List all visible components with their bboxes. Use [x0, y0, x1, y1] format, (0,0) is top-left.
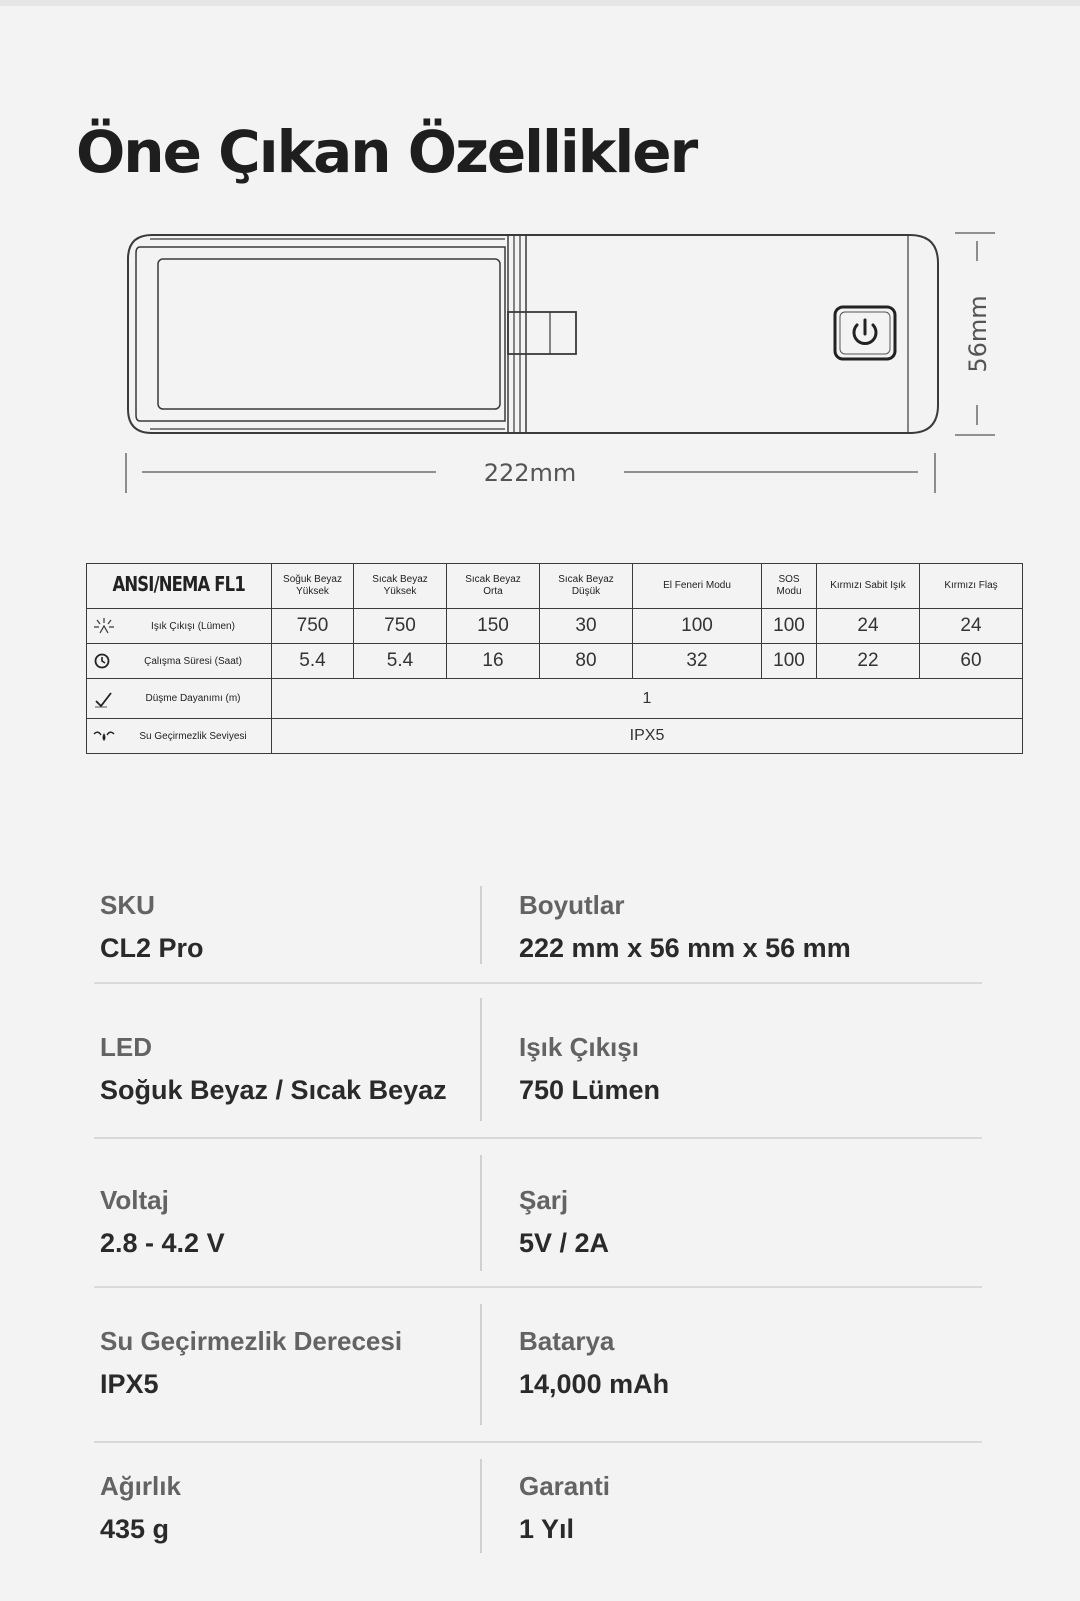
clock-icon — [93, 652, 115, 670]
spec-item-light-output — [519, 1032, 660, 1106]
spec-divider — [480, 886, 482, 964]
spec-label: SKU — [100, 890, 155, 920]
table-row — [87, 609, 1023, 644]
mode-header: Sıcak Beyaz Düşük — [540, 564, 633, 609]
brand-cell — [87, 564, 272, 609]
table-cell: 100 — [762, 609, 817, 644]
mode-header: Sıcak Beyaz Orta — [447, 564, 540, 609]
spec-item-led — [100, 1032, 447, 1106]
ansi-spec-table — [86, 563, 1023, 754]
spec-label: Batarya — [519, 1326, 615, 1356]
table-cell: 1 — [272, 679, 1023, 719]
mode-header: Sıcak Beyaz Yüksek — [354, 564, 447, 609]
table-cell: 22 — [817, 644, 920, 679]
width-dimension-label: 222mm — [483, 459, 577, 487]
row-label: Işık Çıkışı (Lümen) — [87, 609, 272, 644]
spec-item-voltage — [100, 1185, 225, 1259]
spec-row — [94, 860, 982, 984]
table-cell: 60 — [920, 644, 1023, 679]
mode-header: El Feneri Modu — [633, 564, 762, 609]
spec-value: IPX5 — [100, 1369, 159, 1399]
table-cell: 80 — [540, 644, 633, 679]
row-label: Çalışma Süresi (Saat) — [87, 644, 272, 679]
spec-value: 2.8 - 4.2 V — [100, 1228, 225, 1258]
height-dimension-label: 56mm — [964, 295, 992, 373]
table-cell: 100 — [633, 609, 762, 644]
spec-row — [94, 984, 982, 1139]
table-cell: 150 — [447, 609, 540, 644]
table-cell: 32 — [633, 644, 762, 679]
spec-divider — [480, 1459, 482, 1553]
product-diagram — [0, 215, 1080, 515]
table-cell: 750 — [354, 609, 447, 644]
table-row — [87, 719, 1023, 754]
spec-item-battery — [519, 1326, 669, 1400]
spec-value: Soğuk Beyaz / Sıcak Beyaz — [100, 1075, 447, 1105]
table-header-row — [87, 564, 1023, 609]
table-cell: 24 — [817, 609, 920, 644]
spec-divider — [480, 1155, 482, 1271]
spec-label: LED — [100, 1032, 152, 1062]
spec-label: Şarj — [519, 1185, 569, 1215]
spec-divider — [480, 1304, 482, 1425]
table-cell: 100 — [762, 644, 817, 679]
table-cell: 5.4 — [354, 644, 447, 679]
table-row — [87, 644, 1023, 679]
table-cell: 750 — [272, 609, 354, 644]
table-cell: 16 — [447, 644, 540, 679]
spec-divider — [480, 998, 482, 1121]
table-cell: 24 — [920, 609, 1023, 644]
spec-item-waterproof — [100, 1326, 402, 1400]
spec-label: Boyutlar — [519, 890, 625, 920]
light-burst-icon — [93, 617, 115, 635]
mode-header: Soğuk Beyaz Yüksek — [272, 564, 354, 609]
spec-label: Su Geçirmezlik Derecesi — [100, 1326, 403, 1356]
ansi-brand: ANSI/NEMA FL1 — [112, 571, 246, 596]
spec-label: Işık Çıkışı — [519, 1032, 639, 1062]
table-cell: IPX5 — [272, 719, 1023, 754]
spec-label: Voltaj — [100, 1185, 169, 1215]
mode-header: SOS Modu — [762, 564, 817, 609]
table-row — [87, 679, 1023, 719]
top-divider — [0, 0, 1080, 6]
drop-impact-icon — [93, 690, 115, 708]
spec-list — [94, 860, 982, 1563]
power-button-drawing — [835, 307, 895, 359]
spec-row — [94, 1443, 982, 1563]
table-cell: 30 — [540, 609, 633, 644]
spec-value: 435 g — [100, 1514, 170, 1544]
spec-label: Ağırlık — [100, 1471, 181, 1501]
water-splash-icon — [93, 727, 115, 745]
mode-header: Kırmızı Sabit Işık — [817, 564, 920, 609]
spec-value: 1 Yıl — [519, 1514, 575, 1544]
mode-header: Kırmızı Flaş — [920, 564, 1023, 609]
spec-row — [94, 1139, 982, 1288]
spec-item-warranty — [519, 1471, 610, 1545]
spec-value: 222 mm x 56 mm x 56 mm — [519, 933, 851, 963]
spec-value: 5V / 2A — [519, 1228, 610, 1258]
spec-item-dimensions — [519, 890, 851, 964]
spec-item-sku — [100, 890, 204, 964]
row-label: Düşme Dayanımı (m) — [87, 679, 272, 719]
page-title: Öne Çıkan Özellikler — [76, 118, 697, 186]
spec-item-weight — [100, 1471, 181, 1545]
spec-item-charge — [519, 1185, 609, 1259]
spec-label: Garanti — [519, 1471, 611, 1501]
spec-value: 14,000 mAh — [519, 1369, 670, 1399]
spec-row — [94, 1288, 982, 1443]
spec-value: CL2 Pro — [100, 933, 204, 963]
row-label: Su Geçirmezlik Seviyesi — [87, 719, 272, 754]
spec-value: 750 Lümen — [519, 1075, 661, 1105]
table-cell: 5.4 — [272, 644, 354, 679]
